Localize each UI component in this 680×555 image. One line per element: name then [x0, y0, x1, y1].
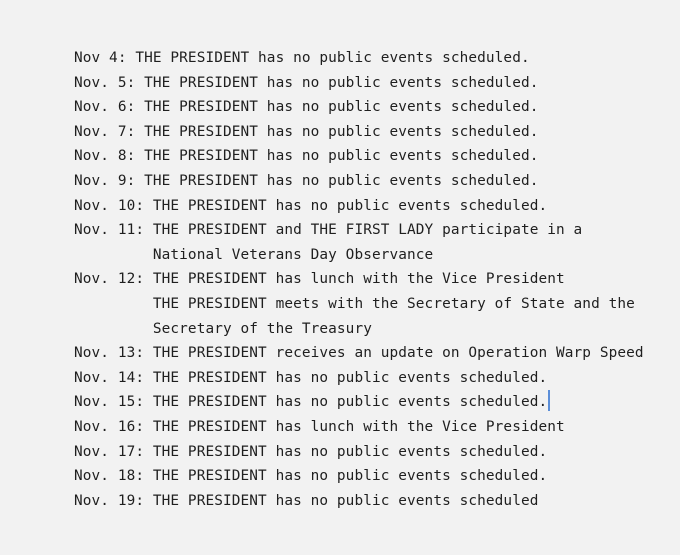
text-line: Nov. 16: THE PRESIDENT has lunch with the Vice President [74, 418, 565, 435]
text-line: Nov. 6: THE PRESIDENT has no public events scheduled. [74, 99, 539, 116]
text-line-content: Nov. 15: THE PRESIDENT has no public events scheduled. [74, 394, 548, 411]
text-line: Nov. 7: THE PRESIDENT has no public events scheduled. [74, 123, 539, 140]
text-line-continuation: National Veterans Day Observance [74, 246, 434, 263]
text-line: Nov. 14: THE PRESIDENT has no public events scheduled. [74, 369, 548, 386]
text-line: Nov. 9: THE PRESIDENT has no public events scheduled. [74, 172, 539, 189]
text-line: Nov. 12: THE PRESIDENT has lunch with the Vice President [74, 271, 565, 288]
text-line-continuation: Secretary of the Treasury [74, 320, 372, 337]
text-line: Nov. 17: THE PRESIDENT has no public events scheduled. [74, 443, 548, 460]
text-line: Nov. 11: THE PRESIDENT and THE FIRST LADY participate in a [74, 222, 583, 239]
text-editor-area[interactable] [74, 46, 654, 513]
text-line: Nov. 10: THE PRESIDENT has no public events scheduled. [74, 197, 548, 214]
text-line: Nov. 13: THE PRESIDENT receives an update on Operation Warp Speed [74, 345, 644, 362]
text-line-continuation: THE PRESIDENT meets with the Secretary of State and the [74, 295, 635, 312]
text-line: Nov. 8: THE PRESIDENT has no public events scheduled. [74, 148, 539, 165]
text-line: Nov. 5: THE PRESIDENT has no public events scheduled. [74, 74, 539, 91]
text-line-with-caret [74, 390, 654, 415]
text-cursor [548, 390, 550, 411]
text-line: Nov 4: THE PRESIDENT has no public events scheduled. [74, 50, 530, 66]
text-line: Nov. 18: THE PRESIDENT has no public events scheduled. [74, 468, 548, 485]
text-line: Nov. 19: THE PRESIDENT has no public events scheduled [74, 492, 539, 509]
